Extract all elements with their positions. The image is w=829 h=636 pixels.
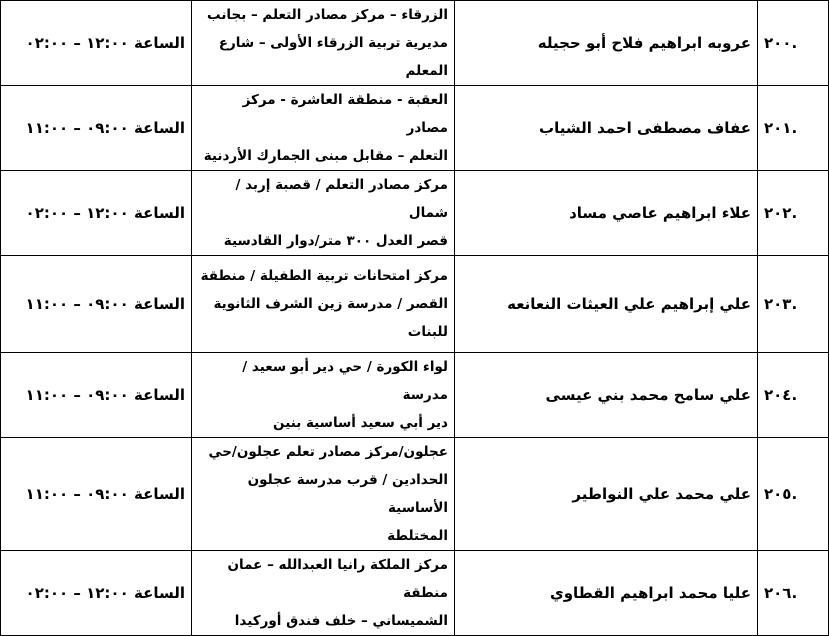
exam-time: الساعة ٠٩:٠٠ – ١١:٠٠	[1, 86, 192, 171]
exam-time: الساعة ١٢:٠٠ – ٠٢:٠٠	[1, 171, 192, 256]
location-line: لواء الكورة / حي دير أبو سعيد /مدرسة	[242, 359, 448, 403]
row-number: .٢٠٤	[758, 353, 829, 438]
location-line: للبنات	[407, 324, 448, 340]
row-number: .٢٠٢	[758, 171, 829, 256]
location-line: الزرقاء – مركز مصادر التعلم – بجانب	[207, 7, 448, 23]
table-row	[1, 256, 829, 353]
person-name: علي محمد علي النواطير	[455, 438, 758, 551]
exam-location	[192, 353, 455, 438]
location-line: القصر / مدرسة زين الشرف الثانوية	[213, 296, 448, 312]
person-name: عليا محمد ابراهيم القطاوي	[455, 551, 758, 636]
location-line: العقبة - منطقة العاشرة - مركز مصادر	[242, 92, 448, 136]
exam-location	[192, 438, 455, 551]
location-line: قصر العدل ٣٠٠ متر/دوار القادسية	[223, 233, 448, 249]
location-line: مديرية تربية الزرقاء الأولى – شارع المعلم	[218, 35, 448, 79]
table-row	[1, 551, 829, 636]
table-row	[1, 1, 829, 86]
exam-location	[192, 551, 455, 636]
person-name: علي سامح محمد بني عيسى	[455, 353, 758, 438]
exam-time: الساعة ٠٩:٠٠ – ١١:٠٠	[1, 353, 192, 438]
location-line: دير أبي سعيد أساسية بنين	[273, 415, 448, 431]
location-line: التعلم – مقابل مبنى الجمارك الأردنية	[203, 148, 448, 164]
table-row	[1, 171, 829, 256]
location-line: الحدادين / قرب مدرسة عجلون الأساسية	[247, 472, 448, 516]
person-name: عفاف مصطفى احمد الشياب	[455, 86, 758, 171]
exam-location	[192, 171, 455, 256]
exam-location	[192, 256, 455, 353]
row-number: .٢٠٠	[758, 1, 829, 86]
table-row	[1, 438, 829, 551]
exam-time: الساعة ١٢:٠٠ – ٠٢:٠٠	[1, 551, 192, 636]
location-line: عجلون/مركز مصادر تعلم عجلون/حي	[208, 444, 448, 460]
table-row	[1, 353, 829, 438]
location-line: المختلطة	[387, 528, 448, 544]
person-name: علاء ابراهيم عاصي مساد	[455, 171, 758, 256]
person-name: علي إبراهيم علي العيثات النعانعه	[455, 256, 758, 353]
exam-time: الساعة ٠٩:٠٠ – ١١:٠٠	[1, 438, 192, 551]
row-number: .٢٠٦	[758, 551, 829, 636]
table-row	[1, 86, 829, 171]
exam-location	[192, 86, 455, 171]
exam-time: الساعة ١٢:٠٠ – ٠٢:٠٠	[1, 1, 192, 86]
location-line: الشميساني – خلف فندق أوركيدا	[234, 613, 448, 629]
person-name: عروبه ابراهيم فلاح أبو حجيله	[455, 1, 758, 86]
exam-location	[192, 1, 455, 86]
row-number: .٢٠٥	[758, 438, 829, 551]
location-line: مركز الملكة رانيا العبدالله – عمان منطقة	[227, 557, 448, 601]
exam-time: الساعة ٠٩:٠٠ – ١١:٠٠	[1, 256, 192, 353]
location-line: مركز امتحانات تربية الطفيلة / منطقة	[200, 268, 448, 284]
row-number: .٢٠٣	[758, 256, 829, 353]
row-number: .٢٠١	[758, 86, 829, 171]
location-line: مركز مصادر التعلم / قصبة إربد / شمال	[235, 177, 448, 221]
